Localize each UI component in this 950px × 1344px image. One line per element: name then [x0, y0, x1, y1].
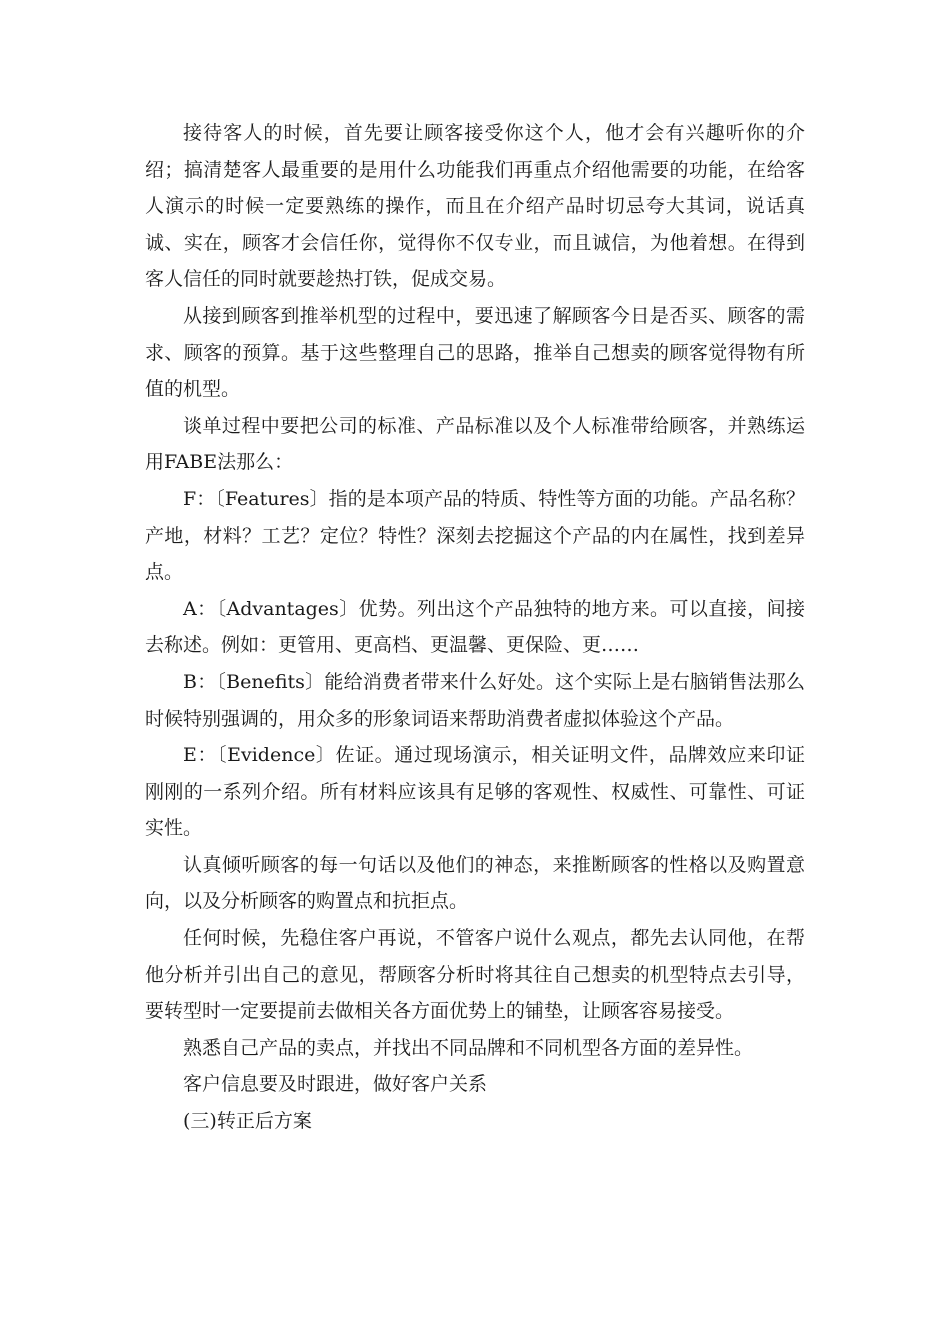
paragraph-fabe-evidence: E：〔Evidence〕佐证。通过现场演示，相关证明文件，品牌效应来印证刚刚的一系列介绍。所有材料应该具有足够的客观性、权威性、可靠性、可证实性。: [145, 744, 805, 840]
document-body: [145, 115, 805, 1140]
paragraph-fabe-advantages: A：〔Advantages〕优势。列出这个产品独特的地方来。可以直接，间接去称述。例如：更管用、更高档、更温馨、更保险、更……: [145, 597, 805, 657]
paragraph-follow-up: 客户信息要及时跟进，做好客户关系: [183, 1073, 488, 1096]
paragraph-fabe-benefits: B：〔Benefits〕能给消费者带来什么好处。这个实际上是右脑销售法那么时候特别强调的，用众多的形象词语来帮助消费者虚拟体验这个产品。: [145, 670, 805, 730]
paragraph-recommend-model: 从接到顾客到推举机型的过程中，要迅速了解顾客今日是否买、顾客的需求、顾客的预算。基于这些整理自己的思路，推举自己想卖的顾客觉得物有所值的机型。: [145, 304, 805, 401]
paragraph-reception: 接待客人的时候，首先要让顾客接受你这个人，他才会有兴趣听你的介绍；搞清楚客人最重要的是用什么功能我们再重点介绍他需要的功能，在给客人演示的时候一定要熟练的操作，而且在介绍产品时切忌夸大其词，说话真诚、实在，顾客才会信任你，觉得你不仅专业，而且诚信，为他着想。在得到客人信任的同时就要趁热打铁，促成交易。: [145, 122, 805, 291]
paragraph-stabilize-customer: 任何时候，先稳住客户再说，不管客户说什么观点，都先去认同他，在帮他分析并引出自己的意见，帮顾客分析时将其往自己想卖的机型特点去引导，要转型时一定要提前去做相关各方面优势上的铺垫，让顾客容易接受。: [145, 927, 805, 1023]
paragraph-listen: 认真倾听顾客的每一句话以及他们的神态，来推断顾客的性格以及购置意向，以及分析顾客的购置点和抗拒点。: [145, 853, 805, 913]
section-heading-after-probation: (三)转正后方案: [183, 1110, 312, 1133]
paragraph-selling-points: 熟悉自己产品的卖点，并找出不同品牌和不同机型各方面的差异性。: [183, 1036, 754, 1059]
paragraph-fabe-features: F：〔Features〕指的是本项产品的特质、特性等方面的功能。产品名称？产地，材料？工艺？定位？特性？深刻去挖掘这个产品的内在属性，找到差异点。: [145, 487, 805, 584]
paragraph-fabe-intro: 谈单过程中要把公司的标准、产品标准以及个人标准带给顾客，并熟练运用FABE法那么：: [145, 414, 805, 474]
